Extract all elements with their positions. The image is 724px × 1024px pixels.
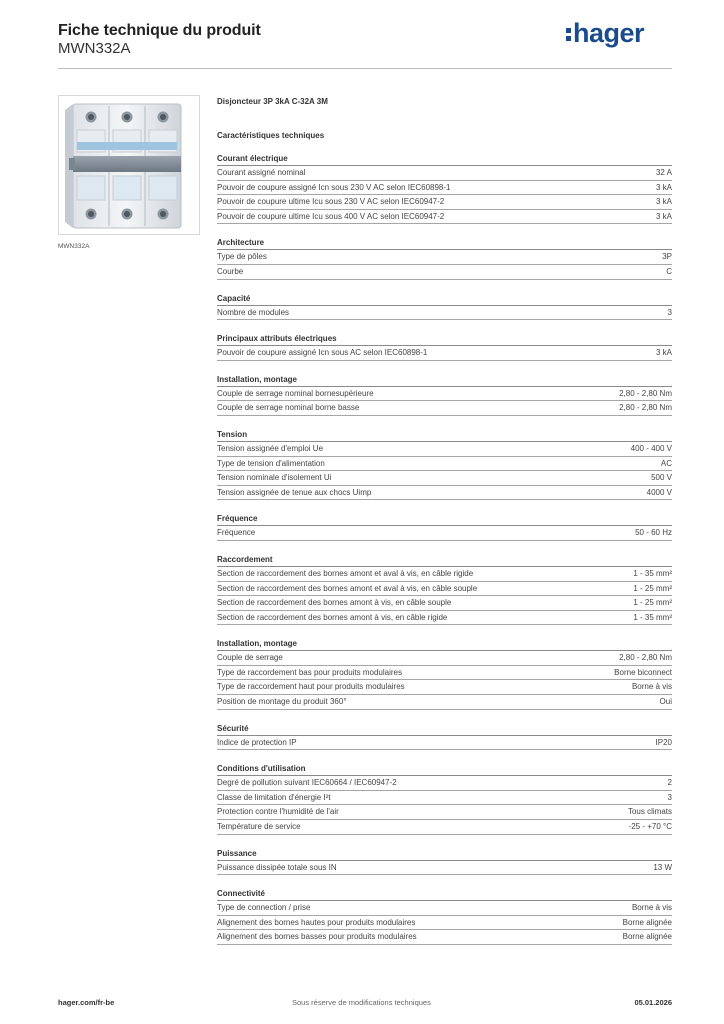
spec-row xyxy=(217,901,672,916)
spec-label: Tension nominale d'isolement Ui xyxy=(217,473,332,483)
spec-label: Courant assigné nominal xyxy=(217,168,306,177)
spec-section xyxy=(217,293,672,321)
spec-row xyxy=(217,596,672,611)
spec-label: Alignement des bornes hautes pour produits modulaires xyxy=(217,917,416,927)
spec-row xyxy=(217,611,672,626)
section-title: Courant électrique xyxy=(217,153,672,166)
spec-value: Tous climats xyxy=(627,807,672,817)
spec-label: Section de raccordement des bornes amont à vis, en câble souple xyxy=(217,598,452,608)
spec-row xyxy=(217,306,672,321)
spec-value: 4000 V xyxy=(646,487,672,497)
spec-row xyxy=(217,916,672,931)
spec-content xyxy=(217,96,672,945)
spec-value: 2 xyxy=(667,778,672,788)
spec-value: -25 - +70 °C xyxy=(628,822,672,832)
spec-section xyxy=(217,763,672,834)
spec-row xyxy=(217,736,672,751)
spec-row xyxy=(217,666,672,681)
spec-label: Couple de serrage nominal bornesupérieure xyxy=(217,388,374,398)
section-title: Installation, montage xyxy=(217,638,672,651)
spec-row xyxy=(217,651,672,666)
spec-row xyxy=(217,526,672,541)
footer-website: hager.com/fr-be xyxy=(58,998,115,1007)
spec-row xyxy=(217,776,672,791)
spec-label: Type de pôles xyxy=(217,252,267,262)
spec-label: Section de raccordement des bornes amont et aval à vis, en câble souple xyxy=(217,583,478,593)
spec-label: Nombre de modules xyxy=(217,307,290,317)
product-name: Disjoncteur 3P 3kA C-32A 3M xyxy=(217,97,328,106)
spec-value: Borne à vis xyxy=(631,903,672,913)
spec-label: Couple de serrage nominal borne basse xyxy=(217,403,360,413)
spec-value: 3 kA xyxy=(655,348,672,358)
spec-row xyxy=(217,805,672,820)
spec-label: Couple de serrage xyxy=(217,653,283,663)
spec-label: Section de raccordement des bornes amont et aval à vis, en câble rigide xyxy=(217,568,474,578)
spec-row xyxy=(217,401,672,416)
section-title: Fréquence xyxy=(217,513,672,526)
spec-section xyxy=(217,153,672,224)
circuit-breaker-illustration xyxy=(59,96,199,234)
spec-label: Pouvoir de coupure assigné Icn sous AC selon IEC60898-1 xyxy=(217,348,428,358)
spec-label: Fréquence xyxy=(217,528,256,538)
spec-row xyxy=(217,471,672,486)
spec-label: Pouvoir de coupure ultime Icu sous 230 V AC selon IEC60947-2 xyxy=(217,197,445,207)
spec-row xyxy=(217,210,672,225)
spec-row xyxy=(217,195,672,210)
spec-row xyxy=(217,442,672,457)
spec-row xyxy=(217,582,672,597)
spec-row xyxy=(217,791,672,806)
spec-value: IP20 xyxy=(655,737,672,747)
spec-row xyxy=(217,250,672,265)
spec-section xyxy=(217,374,672,416)
section-title: Connectivité xyxy=(217,888,672,901)
spec-section xyxy=(217,638,672,709)
spec-label: Degré de pollution suivant IEC60664 / IEC60947-2 xyxy=(217,778,397,788)
spec-section xyxy=(217,888,672,945)
spec-label: Protection contre l'humidité de l'air xyxy=(217,807,339,817)
spec-value: 1 - 35 mm² xyxy=(633,612,672,622)
spec-label: Type de raccordement haut pour produits modulaires xyxy=(217,682,405,692)
spec-value: 400 - 400 V xyxy=(630,443,672,453)
spec-section xyxy=(217,237,672,279)
spec-label: Type de tension d'alimentation xyxy=(217,458,325,468)
spec-section xyxy=(217,333,672,361)
spec-value: AC xyxy=(660,458,672,468)
spec-row xyxy=(217,457,672,472)
spec-label: Tension assignée d'emploi Ue xyxy=(217,443,324,453)
spec-label: Alignement des bornes basses pour produits modulaires xyxy=(217,932,417,942)
product-reference: MWN332A xyxy=(58,40,131,57)
spec-value: 3 kA xyxy=(655,197,672,207)
image-caption: MWN332A xyxy=(58,243,90,250)
spec-value: 1 - 25 mm² xyxy=(633,583,672,593)
spec-label: Puissance dissipée totale sous IN xyxy=(217,862,337,872)
spec-value: C xyxy=(666,266,672,276)
spec-value: 50 - 60 Hz xyxy=(635,528,672,538)
logo-text: hager xyxy=(573,17,645,48)
section-title: Tension xyxy=(217,429,672,442)
spec-value: 3 kA xyxy=(655,211,672,221)
spec-row xyxy=(217,680,672,695)
spec-label: Indice de protection IP xyxy=(217,737,297,747)
spec-value: 3 xyxy=(667,307,672,317)
spec-row xyxy=(217,265,672,280)
spec-value: 2,80 - 2,80 Nm xyxy=(619,403,672,413)
section-title: Raccordement xyxy=(217,554,672,567)
footer-disclaimer: Sous réserve de modifications techniques xyxy=(292,998,431,1007)
spec-row xyxy=(217,820,672,835)
spec-row xyxy=(217,346,672,361)
section-title: Capacité xyxy=(217,293,672,306)
spec-section xyxy=(217,429,672,500)
section-title: Conditions d'utilisation xyxy=(217,763,672,776)
spec-value: Borne à vis xyxy=(631,682,672,692)
section-title: Puissance xyxy=(217,848,672,861)
spec-section xyxy=(217,723,672,751)
spec-row xyxy=(217,695,672,710)
spec-label: Type de connection / prise xyxy=(217,903,311,913)
spec-value: 2,80 - 2,80 Nm xyxy=(619,388,672,398)
spec-value: 3 kA xyxy=(655,182,672,192)
spec-row xyxy=(217,181,672,196)
spec-value: 13 W xyxy=(653,862,672,872)
spec-value: 1 - 35 mm² xyxy=(633,568,672,578)
section-title: Installation, montage xyxy=(217,374,672,387)
spec-value: 3P xyxy=(662,252,672,262)
spec-label: Type de raccordement bas pour produits modulaires xyxy=(217,667,402,677)
header-divider xyxy=(58,68,672,69)
spec-value: Borne biconnect xyxy=(614,667,672,677)
spec-label: Courbe xyxy=(217,266,244,276)
spec-row xyxy=(217,166,672,181)
spec-section xyxy=(217,848,672,876)
spec-value: 1 - 25 mm² xyxy=(633,598,672,608)
spec-label: Tension assignée de tenue aux chocs Uimp xyxy=(217,487,372,497)
section-title: Architecture xyxy=(217,237,672,250)
product-image xyxy=(58,95,200,235)
document-title: Fiche technique du produit xyxy=(58,22,261,39)
spec-row xyxy=(217,861,672,876)
spec-row xyxy=(217,486,672,501)
spec-value: 500 V xyxy=(651,473,672,483)
spec-section xyxy=(217,554,672,625)
footer-date: 05.01.2026 xyxy=(634,998,672,1007)
spec-value: Oui xyxy=(659,697,672,707)
spec-label: Position de montage du produit 360° xyxy=(217,697,347,707)
spec-value: Borne alignée xyxy=(622,932,672,942)
spec-label: Section de raccordement des bornes amont à vis, en câble rigide xyxy=(217,612,448,622)
section-title: Sécurité xyxy=(217,723,672,736)
spec-value: 32 A xyxy=(655,168,672,177)
spec-value: 3 xyxy=(667,792,672,802)
spec-value: Borne alignée xyxy=(622,917,672,927)
spec-sections xyxy=(217,153,672,945)
spec-value: 2,80 - 2,80 Nm xyxy=(619,653,672,663)
tech-heading: Caractéristiques techniques xyxy=(217,131,325,140)
spec-section xyxy=(217,513,672,541)
spec-label: Pouvoir de coupure assigné Icn sous 230 V AC selon IEC60898-1 xyxy=(217,182,451,192)
spec-label: Température de service xyxy=(217,822,301,832)
spec-row xyxy=(217,387,672,402)
spec-row xyxy=(217,567,672,582)
section-title: Principaux attributs électriques xyxy=(217,333,672,346)
hager-logo xyxy=(566,16,644,50)
logo-colon-icon xyxy=(566,28,571,41)
spec-label: Classe de limitation d'énergie I²t xyxy=(217,792,331,802)
spec-label: Pouvoir de coupure ultime Icu sous 400 V AC selon IEC60947-2 xyxy=(217,211,445,221)
spec-row xyxy=(217,930,672,945)
